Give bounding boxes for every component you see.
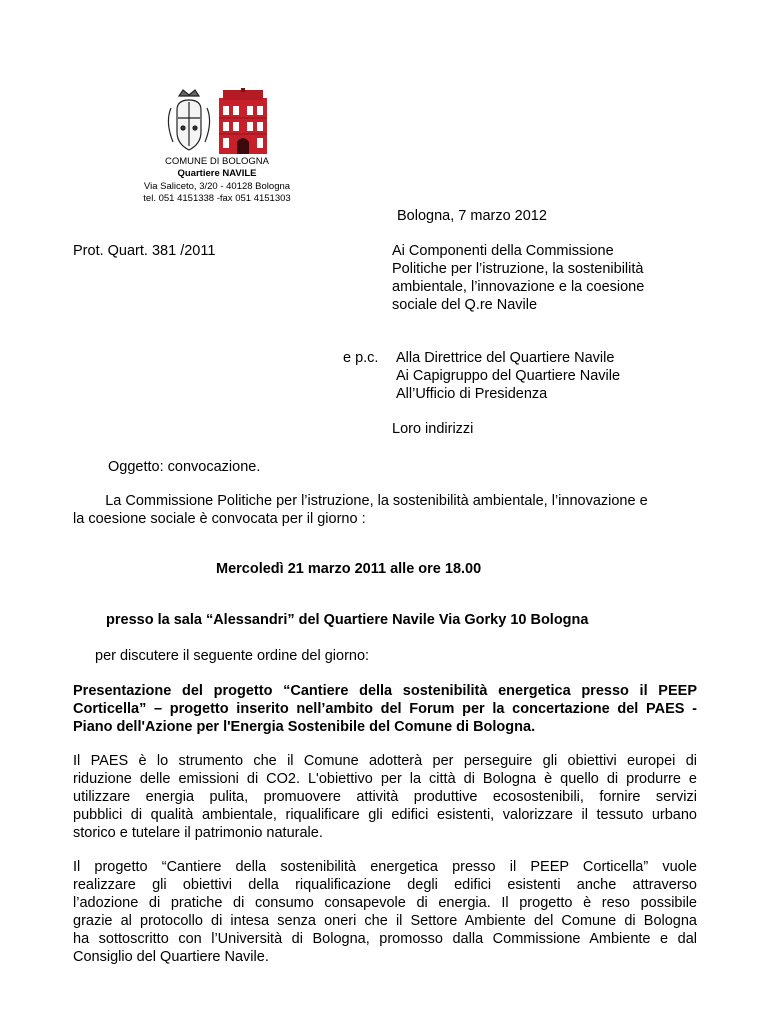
paragraph-line: l’adozione di pratiche di consumo consapevole di energia. Il progetto è reso possibile [73, 895, 697, 911]
paragraph-line: realizzare gli obiettivi della riqualificazione degli edifici esistenti anche attraverso [73, 877, 697, 893]
paragraph-line: ha sottoscritto con l’Università di Bologna, promosso dalla Commissione Ambiente e dal [73, 931, 697, 947]
loro-indirizzi: Loro indirizzi [392, 421, 474, 437]
letterhead-logos [163, 88, 271, 156]
recipient-line: Ai Componenti della Commissione [392, 243, 614, 259]
org-address: Via Saliceto, 3/20 - 40128 Bologna [143, 181, 291, 192]
cc-prefix: e p.c. [343, 350, 379, 366]
recipient-line: sociale del Q.re Navile [392, 297, 538, 313]
paragraph-paes [73, 752, 697, 842]
paragraph-line: utilizzare energia pulita, promuovere attività produttive ecosostenibili, fornire servizi [73, 789, 697, 805]
subject-line: Oggetto: convocazione. [108, 459, 261, 475]
org-subname: Quartiere NAVILE [177, 168, 257, 179]
intro-line: La Commissione Politiche per l’istruzione, la sostenibilità ambientale, l’innovazione e [73, 493, 648, 509]
intro-line: la coesione sociale è convocata per il giorno : [73, 511, 366, 527]
paragraph-progetto [73, 858, 697, 966]
paragraph-line: pubblici di qualità ambientale, riqualificare gli edifici esistenti, valorizzare il tessuto urbano [73, 807, 697, 823]
agenda-intro: per discutere il seguente ordine del giorno: [95, 648, 370, 664]
date-line: Bologna, 7 marzo 2012 [397, 208, 547, 224]
recipient-line: ambientale, l’innovazione e la coesione [392, 279, 645, 295]
cc-line: All’Ufficio di Presidenza [396, 386, 548, 402]
org-phone: tel. 051 4151338 -fax 051 4151303 [143, 193, 291, 204]
agenda-title-line: Corticella” – progetto inserito nell’ambito del Forum per la concertazione del PAES - [73, 701, 697, 717]
paragraph-line: grazie al protocollo di intesa senza oneri che il Settore Ambiente del Comune di Bologna [73, 913, 697, 929]
meeting-place: presso la sala “Alessandri” del Quartiere Navile Via Gorky 10 Bologna [106, 612, 589, 628]
paragraph-line: Il PAES è lo strumento che il Comune adotterà per perseguire gli obiettivi europei di [73, 753, 697, 769]
recipient-line: Politiche per l’istruzione, la sostenibilità [392, 261, 644, 277]
paragraph-line: Il progetto “Cantiere della sostenibilità energetica presso il PEEP Corticella” vuole [73, 859, 697, 875]
meeting-date: Mercoledì 21 marzo 2011 alle ore 18.00 [216, 561, 482, 577]
town-hall-building-icon [163, 88, 271, 156]
cc-line: Alla Direttrice del Quartiere Navile [396, 350, 615, 366]
protocol-number: Prot. Quart. 381 /2011 [73, 243, 216, 259]
org-name: COMUNE DI BOLOGNA [165, 156, 269, 167]
cc-line: Ai Capigruppo del Quartiere Navile [396, 368, 621, 384]
paragraph-line: riduzione delle emissioni di CO2. L'obiettivo per la città di Bologna è quello di produrre e [73, 771, 697, 787]
agenda-title-line: Piano dell'Azione per l'Energia Sostenibile del Comune di Bologna. [73, 719, 536, 735]
paragraph-line: Consiglio del Quartiere Navile. [73, 949, 269, 965]
agenda-title [73, 682, 697, 736]
paragraph-line: storico e tutelare il patrimonio naturale. [73, 825, 323, 841]
agenda-title-line: Presentazione del progetto “Cantiere della sostenibilità energetica presso il PEEP [73, 683, 697, 699]
